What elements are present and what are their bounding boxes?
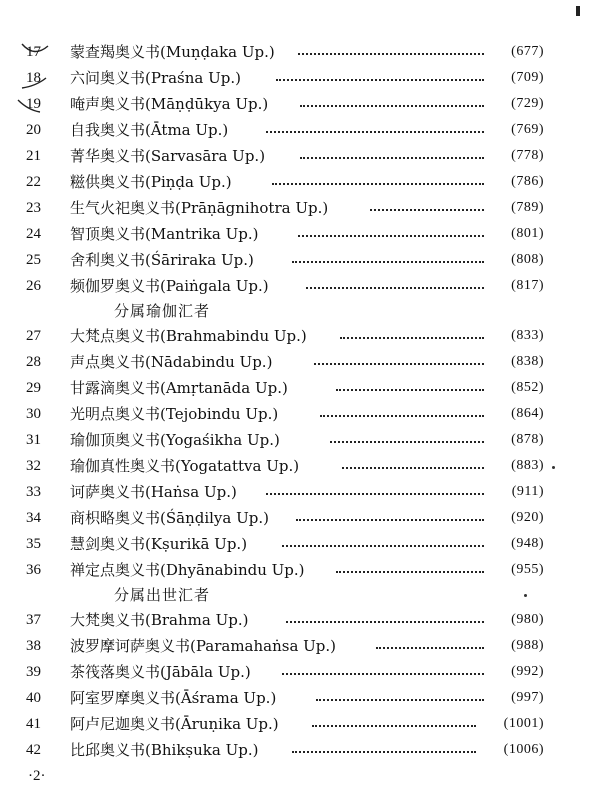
entry-number: 38 xyxy=(26,638,41,654)
dot-leader xyxy=(292,751,476,753)
toc-entry[interactable] xyxy=(0,144,600,168)
dot-leader xyxy=(316,699,484,701)
toc-entry[interactable] xyxy=(0,608,600,632)
entry-title: 大梵奥义书(Brahma Up.) xyxy=(70,611,249,629)
entry-number: 37 xyxy=(26,612,41,628)
entry-title: 声点奥义书(Nādabindu Up.) xyxy=(70,353,273,371)
entry-title: 糍供奥义书(Piṇḍa Up.) xyxy=(70,173,232,191)
dot-leader xyxy=(266,131,484,133)
scan-mark xyxy=(576,6,580,16)
entry-number: 35 xyxy=(26,536,41,552)
entry-page: (789) xyxy=(511,200,544,215)
toc-entry[interactable] xyxy=(0,274,600,298)
entry-number: 40 xyxy=(26,690,41,706)
entry-title: 瑜伽顶奥义书(Yogaśikha Up.) xyxy=(70,431,280,449)
entry-page: (988) xyxy=(511,638,544,653)
entry-number: 32 xyxy=(26,458,41,474)
entry-page: (778) xyxy=(511,148,544,163)
entry-title: 唵声奥义书(Māṇḍūkya Up.) xyxy=(70,95,269,113)
entry-page: (883) xyxy=(511,458,544,473)
entry-title: 六问奥义书(Praśna Up.) xyxy=(70,69,241,87)
dot-leader xyxy=(276,79,484,81)
entry-page: (833) xyxy=(511,328,544,343)
entry-page: (838) xyxy=(511,354,544,369)
toc-entry[interactable] xyxy=(0,350,600,374)
toc-entry[interactable] xyxy=(0,66,600,90)
toc-entry[interactable] xyxy=(0,92,600,116)
toc-entry[interactable] xyxy=(0,402,600,426)
dot-leader xyxy=(336,571,484,573)
toc-entry[interactable] xyxy=(0,248,600,272)
dot-leader xyxy=(342,467,484,469)
entry-title: 禅定点奥义书(Dhyānabindu Up.) xyxy=(70,561,305,579)
section-heading-renunciation: 分属出世汇者 xyxy=(114,586,211,604)
entry-page: (808) xyxy=(511,252,544,267)
entry-number: 28 xyxy=(26,354,41,370)
entry-page: (948) xyxy=(511,536,544,551)
entry-title: 慧剑奥义书(Kṣurikā Up.) xyxy=(70,535,248,553)
entry-title: 瑜伽真性奥义书(Yogatattva Up.) xyxy=(70,457,300,475)
entry-number: 25 xyxy=(26,252,41,268)
toc-entry[interactable] xyxy=(0,686,600,710)
entry-page: (911) xyxy=(511,484,544,499)
entry-title: 甘露滴奥义书(Amṛtanāda Up.) xyxy=(70,379,288,397)
dot-leader xyxy=(314,363,484,365)
dot-leader xyxy=(330,441,484,443)
entry-number: 29 xyxy=(26,380,41,396)
dot-leader xyxy=(298,235,484,237)
entry-number: 39 xyxy=(26,664,41,680)
entry-title: 舍利奥义书(Śāriraka Up.) xyxy=(70,251,254,269)
entry-page: (817) xyxy=(511,278,544,293)
entry-title: 阿室罗摩奥义书(Āśrama Up.) xyxy=(70,689,277,707)
toc-entry[interactable] xyxy=(0,454,600,478)
entry-number: 36 xyxy=(26,562,41,578)
toc-entry[interactable] xyxy=(0,558,600,582)
entry-page: (997) xyxy=(511,690,544,705)
toc-entry[interactable] xyxy=(0,660,600,684)
dot-leader xyxy=(272,183,484,185)
entry-page: (1006) xyxy=(503,742,544,757)
entry-page: (709) xyxy=(511,70,544,85)
entry-title: 自我奥义书(Ātma Up.) xyxy=(70,121,229,139)
section-heading-yoga: 分属瑜伽汇者 xyxy=(114,302,211,320)
entry-page: (852) xyxy=(511,380,544,395)
entry-number: 30 xyxy=(26,406,41,422)
entry-number: 20 xyxy=(26,122,41,138)
toc-entry[interactable] xyxy=(0,376,600,400)
entry-title: 蒙查羯奥义书(Muṇḍaka Up.) xyxy=(70,43,275,61)
entry-title: 生气火祀奥义书(Prāṇāgnihotra Up.) xyxy=(70,199,329,217)
page-folio: ·2· xyxy=(28,768,46,784)
toc-entry[interactable] xyxy=(0,118,600,142)
entry-page: (677) xyxy=(511,44,544,59)
dot-leader xyxy=(336,389,484,391)
dot-leader xyxy=(340,337,484,339)
entry-number: 26 xyxy=(26,278,41,294)
toc-entry[interactable] xyxy=(0,170,600,194)
entry-page: (729) xyxy=(511,96,544,111)
dot-leader xyxy=(300,157,484,159)
entry-title: 光明点奥义书(Tejobindu Up.) xyxy=(70,405,279,423)
toc-entry[interactable] xyxy=(0,506,600,530)
toc-entry[interactable] xyxy=(0,634,600,658)
entry-title: 频伽罗奥义书(Paiṅgala Up.) xyxy=(70,277,269,295)
dot-leader xyxy=(286,621,484,623)
entry-title: 阿卢尼迦奥义书(Āruṇika Up.) xyxy=(70,715,279,733)
entry-title: 菁华奥义书(Sarvasāra Up.) xyxy=(70,147,266,165)
entry-page: (1001) xyxy=(503,716,544,731)
dot-leader xyxy=(266,493,484,495)
entry-number: 18 xyxy=(26,70,41,86)
entry-page: (801) xyxy=(511,226,544,241)
entry-number: 41 xyxy=(26,716,41,732)
entry-number: 42 xyxy=(26,742,41,758)
dot-leader xyxy=(300,105,484,107)
entry-page: (992) xyxy=(511,664,544,679)
entry-number: 33 xyxy=(26,484,41,500)
entry-title: 智顶奥义书(Mantrika Up.) xyxy=(70,225,259,243)
entry-number: 27 xyxy=(26,328,41,344)
toc-entry[interactable] xyxy=(0,712,600,736)
entry-number: 34 xyxy=(26,510,41,526)
dot-leader xyxy=(292,261,484,263)
toc-entry[interactable] xyxy=(0,196,600,220)
entry-page: (769) xyxy=(511,122,544,137)
entry-title: 茶筏落奥义书(Jābāla Up.) xyxy=(70,663,251,681)
entry-number: 21 xyxy=(26,148,41,164)
dot-leader xyxy=(370,209,484,211)
entry-page: (878) xyxy=(511,432,544,447)
entry-number: 31 xyxy=(26,432,41,448)
toc-entry[interactable] xyxy=(0,532,600,556)
entry-number: 19 xyxy=(26,96,41,112)
entry-number: 23 xyxy=(26,200,41,216)
toc-entry[interactable] xyxy=(0,222,600,246)
toc-entry[interactable] xyxy=(0,324,600,348)
entry-page: (955) xyxy=(511,562,544,577)
entry-number: 17 xyxy=(26,44,41,60)
dot-leader xyxy=(376,647,484,649)
entry-number: 24 xyxy=(26,226,41,242)
toc-entry[interactable] xyxy=(0,428,600,452)
entry-title: 比邱奥义书(Bhikṣuka Up.) xyxy=(70,741,259,759)
stray-mark xyxy=(524,594,527,597)
entry-title: 商枳略奥义书(Śāṇḍilya Up.) xyxy=(70,509,269,527)
dot-leader xyxy=(312,725,476,727)
entry-page: (786) xyxy=(511,174,544,189)
stray-mark xyxy=(552,466,555,469)
entry-page: (980) xyxy=(511,612,544,627)
entry-title: 波罗摩诃萨奥义书(Paramahaṅsa Up.) xyxy=(70,637,337,655)
dot-leader xyxy=(298,53,484,55)
dot-leader xyxy=(306,287,484,289)
toc-entry[interactable] xyxy=(0,738,600,762)
entry-page: (920) xyxy=(511,510,544,525)
entry-title: 诃萨奥义书(Haṅsa Up.) xyxy=(70,483,237,501)
entry-number: 22 xyxy=(26,174,41,190)
entry-page: (864) xyxy=(511,406,544,421)
toc-entry[interactable] xyxy=(0,40,600,64)
dot-leader xyxy=(296,519,484,521)
dot-leader xyxy=(282,673,484,675)
dot-leader xyxy=(282,545,484,547)
toc-entry[interactable] xyxy=(0,480,600,504)
entry-title: 大梵点奥义书(Brahmabindu Up.) xyxy=(70,327,307,345)
dot-leader xyxy=(320,415,484,417)
